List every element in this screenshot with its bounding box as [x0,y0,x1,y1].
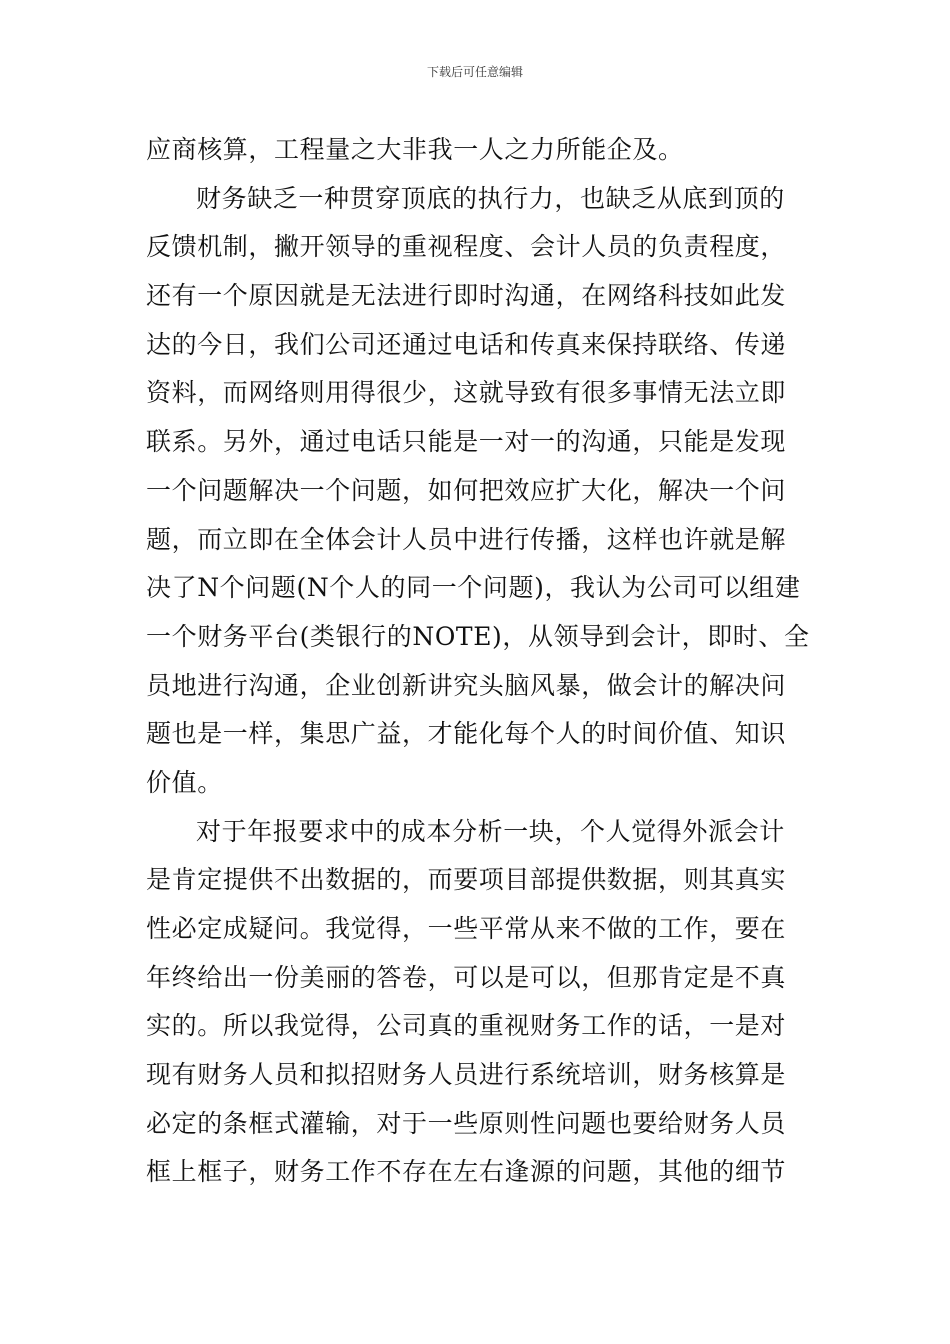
document-body [146,126,810,1197]
text-line: 性必定成疑问。我觉得，一些平常从来不做的工作，要在 [146,914,787,943]
page-header: 下载后可任意编辑 [426,65,523,79]
paragraph-3 [146,808,806,1198]
text-line: 框上框子，财务工作不存在左右逢源的问题，其他的细节 [146,1157,787,1187]
text-line: 是肯定提供不出数据的，而要项目部提供数据，则其真实 [146,865,787,895]
text-line: 年终给出一份美丽的答卷，可以是可以，但那肯定是不真 [146,962,787,992]
text-line: 联系。另外，通过电话只能是一对一的沟通，只能是发现 [146,427,787,457]
text-line: 财务缺乏一种贯穿顶底的执行力，也缺乏从底到顶的 [196,183,785,213]
text-line: 现有财务人员和拟招财务人员进行系统培训，财务核算是 [146,1060,787,1090]
text-line: 还有一个原因就是无法进行即时沟通，在网络科技如此发 [146,281,787,311]
text-line: 实的。所以我觉得，公司真的重视财务工作的话，一是对 [146,1011,787,1041]
text-line: 决了N个问题(N个人的同一个问题)，我认为公司可以组建 [146,573,801,603]
text-line: 必定的条框式灌输，对于一些原则性问题也要给财务人员 [146,1108,787,1138]
text-line: 达的今日，我们公司还通过电话和传真来保持联络、传递 [146,329,787,359]
text-line: 应商核算，工程量之大非我一人之力所能企及。 [146,135,684,164]
text-line: 一个问题解决一个问题，如何把效应扩大化，解决一个问 [146,475,787,505]
text-line: 资料，而网络则用得很少，这就导致有很多事情无法立即 [146,378,787,408]
text-line: 反馈机制，撇开领导的重视程度、会计人员的负责程度， [146,232,787,262]
paragraph-2 [146,175,810,808]
text-line: 一个财务平台(类银行的NOTE)，从领导到会计，即时、全 [146,621,810,651]
text-line: 题，而立即在全体会计人员中进行传播，这样也许就是解 [146,524,787,554]
text-line: 员地进行沟通，企业创新讲究头脑风暴，做会计的解决问 [146,670,787,700]
text-line: 对于年报要求中的成本分析一块，个人觉得外派会计 [196,816,785,846]
text-line: 题也是一样，集思广益，才能化每个人的时间价值、知识 [146,719,787,749]
paragraph-1 [146,126,806,175]
text-line: 价值。 [146,767,223,797]
